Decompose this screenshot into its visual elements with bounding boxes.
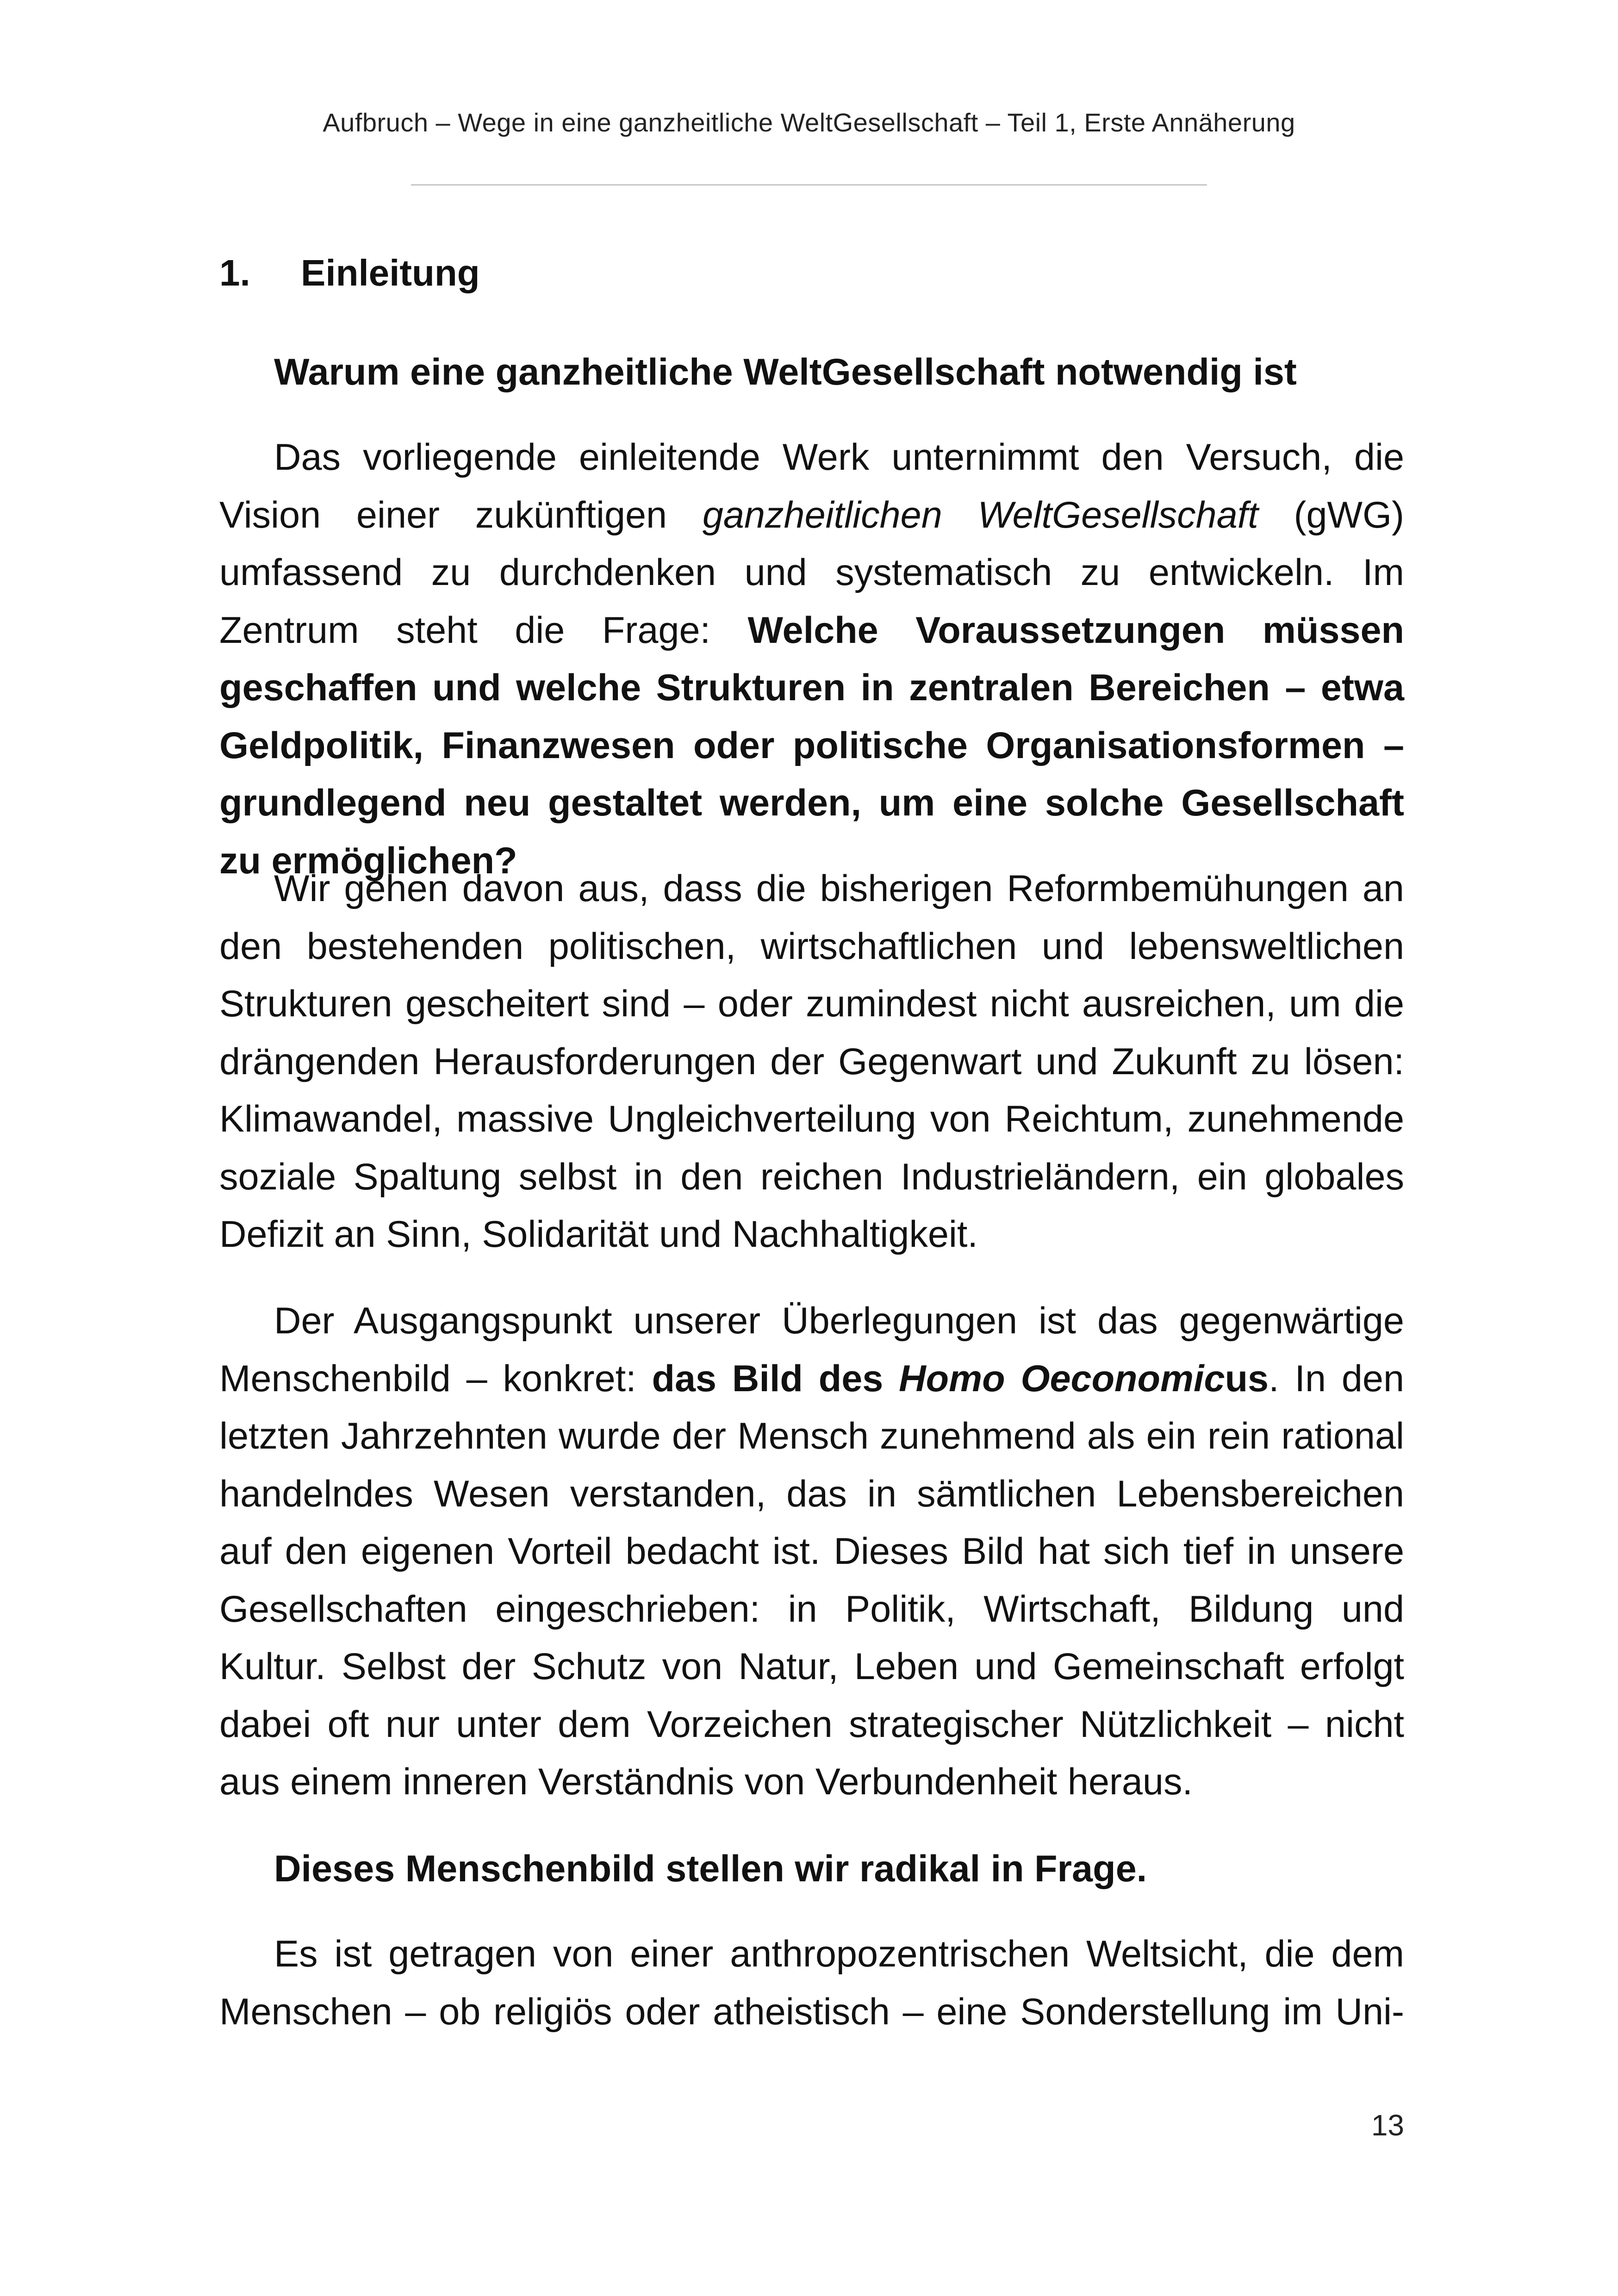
paragraph-1: [219, 429, 1404, 890]
paragraph-2: [219, 860, 1404, 1263]
paragraph-1-text-b: (gWG) umfassend zu durchdenken und systematisch zu entwickeln. Im Zentrum steht die Frage:: [219, 494, 1404, 651]
chapter-title: Einleitung: [301, 252, 480, 293]
paragraph-3-bold-b: us: [1225, 1357, 1269, 1400]
paragraph-3: [219, 1292, 1404, 1811]
paragraph-1-text-a: Das vorliegende einleitende Werk unternimmt den Versuch, die Vision einer zukünftigen: [219, 436, 1404, 536]
page-number: 13: [1371, 2109, 1404, 2142]
paragraph-3-bold-italic: Homo Oeconomic: [899, 1357, 1225, 1400]
section-subtitle-block: [219, 343, 1404, 401]
paragraph-4-text: Es ist getragen von einer anthropozentrischen Weltsicht, die dem Menschen – ob religiös oder atheistisch – eine Sonderstellung im Uni-: [219, 1933, 1404, 2033]
paragraph-1-bold-question: Welche Voraussetzungen müssen geschaffen und welche Strukturen in zentralen Bereichen – etwa Geldpolitik, Finanzwesen oder politische Organisationsformen – grundlegend neu gestaltet werden, um eine solche Gesellschaft zu ermöglichen?: [219, 609, 1404, 882]
header-rule: [411, 184, 1207, 186]
chapter-heading: [219, 250, 480, 296]
paragraph-3-text-a: Der Ausgangspunkt unserer Überlegungen ist das gegenwärtige Menschenbild – konkret:: [219, 1300, 1404, 1400]
paragraph-1-italic: ganzheitlichen WeltGesellschaft: [702, 494, 1258, 536]
paragraph-4: [219, 1925, 1404, 2041]
statement-block: [219, 1840, 1404, 1898]
paragraph-2-text: Wir gehen davon aus, dass die bisherigen Reformbemühungen an den bestehenden politischen, wirtschaftlichen und lebensweltlichen Strukturen gescheitert sind – oder zumindest nicht ausreichen, um die drängenden Herausforderungen der Gegenwart und Zukunft zu lösen: Klimawandel, massive Ungleichverteilung von Reichtum, zunehmende soziale Spaltung selbst in den reichen Industrieländern, ein globales Defizit an Sinn, Solidarität und Nachhaltigkeit.: [219, 868, 1404, 1255]
running-header: Aufbruch – Wege in eine ganzheitliche WeltGesellschaft – Teil 1, Erste Annäherung: [323, 108, 1295, 137]
chapter-number: 1.: [219, 252, 250, 293]
paragraph-3-text-b: . In den letzten Jahrzehnten wurde der Mensch zunehmend als ein rein rational handelndes Wesen verstanden, das in sämtlichen Lebensbereichen auf den eigenen Vorteil bedacht ist. Dieses Bild hat sich tief in unsere Gesellschaften eingeschrieben: in Politik, Wirtschaft, Bildung und Kultur. Selbst der Schutz von Natur, Leben und Gemeinschaft erfolgt dabei oft nur unter dem Vorzeichen strategischer Nützlichkeit – nicht aus einem inneren Verständnis von Verbundenheit heraus.: [219, 1357, 1404, 1803]
paragraph-3-bold-a: das Bild des: [652, 1357, 899, 1400]
section-subtitle: Warum eine ganzheitliche WeltGesellschaft notwendig ist: [274, 351, 1297, 393]
statement: Dieses Menschenbild stellen wir radikal in Frage.: [274, 1848, 1147, 1890]
